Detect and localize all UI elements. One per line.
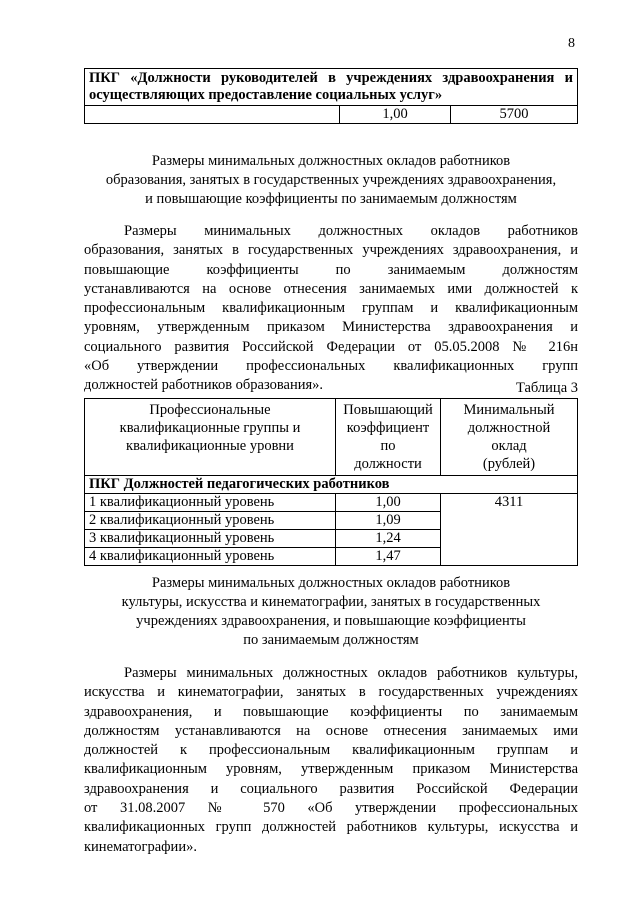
paragraph-line: квалификационных групп должностей работников культуры, искусства и [84,819,578,836]
header-line: оклад [491,438,527,454]
heading-line: и повышающие коэффициенты по занимаемым должностям [145,191,517,207]
pkg-header-line2: осуществляющих предоставление социальных услуг» [89,87,443,103]
header-line: коэффициент по [346,420,430,454]
paragraph-line: образования, занятых в государственных учреждениях здравоохранения, и [84,242,578,259]
section2-paragraph [84,664,578,857]
coef-cell: 1,00 [336,494,441,512]
paragraph-line: профессиональным квалификационным группам и квалификационным [84,300,578,317]
coef-cell: 1,09 [336,512,441,530]
level-cell: 4 квалификационный уровень [85,548,336,566]
paragraph-line: устанавливаются на основе отнесения занимаемых ими должностей к [84,280,578,297]
heading-line: Размеры минимальных должностных окладов работников [151,575,511,591]
salary-cell: 5700 [451,106,578,124]
paragraph-line: искусства и кинематографии, занятых в государственных учреждениях [84,684,578,701]
table-row [85,106,578,124]
paragraph-line: кинематографии». [84,838,197,855]
pkg-group-title: ПКГ Должностей педагогических работников [85,476,578,494]
column-header-group [85,399,336,476]
paragraph-line: должностей к профессиональным квалификационным группам и [84,742,578,759]
pedagogical-salary-table [84,398,578,566]
paragraph-line: от 31.08.2007 № 570 «Об утверждении профессиональных [84,800,578,817]
paragraph-line: «Об утверждении профессиональных квалификационных групп [84,358,578,375]
paragraph-line: должностей работников образования». [84,377,324,394]
paragraph-line: здравоохранения и социального развития Российской Федерации [84,780,578,797]
coef-cell: 1,47 [336,548,441,566]
header-line: (рублей) [482,456,536,472]
column-header-coef [336,399,441,476]
header-line: должностной [467,420,551,436]
header-line: Профессиональные [149,402,271,418]
header-line: должности [354,456,422,472]
heading-line: учреждениях здравоохранения, и повышающие коэффициенты [136,613,526,629]
header-line: квалификационные уровни [126,438,294,454]
paragraph-line: повышающие коэффициенты по занимаемым должностям [84,261,578,278]
level-cell: 3 квалификационный уровень [85,530,336,548]
salary-cell: 4311 [441,494,578,566]
heading-line: по занимаемым должностям [243,632,419,648]
level-cell [85,106,340,124]
section1-paragraph [84,222,578,396]
paragraph-line: Размеры минимальных должностных окладов работников [124,223,578,239]
pkg-managers-table [84,68,578,124]
coef-cell: 1,24 [336,530,441,548]
page-number: 8 [568,36,575,51]
paragraph-line: квалификационным уровням, утвержденным приказом Министерства [84,761,578,778]
coef-cell: 1,00 [340,106,451,124]
pkg-header-line1: ПКГ «Должности руководителей в учреждениях здравоохранения и [89,70,573,86]
heading-line: культуры, искусства и кинематографии, занятых в государственных [121,594,541,610]
paragraph-line: уровням, утвержденным приказом Министерства здравоохранения и [84,319,578,336]
heading-line: Размеры минимальных должностных окладов работников [151,153,511,169]
paragraph-line: должностям устанавливаются на основе отнесения занимаемых ими [84,722,578,739]
section2-heading [84,574,578,650]
section1-heading [84,152,578,209]
column-header-salary [441,399,578,476]
table-row [85,494,578,512]
header-line: Минимальный [463,402,555,418]
heading-line: образования, занятых в государственных учреждениях здравоохранения, [105,172,557,188]
pkg-managers-header [85,69,578,106]
paragraph-line: социального развития Российской Федерации от 05.05.2008 № 216н [84,338,578,355]
header-line: квалификационные группы и [119,420,301,436]
paragraph-line: здравоохранения, и повышающие коэффициенты по занимаемым [84,703,578,720]
header-line: Повышающий [343,402,433,418]
level-cell: 1 квалификационный уровень [85,494,336,512]
paragraph-line: Размеры минимальных должностных окладов работников культуры, [124,665,578,681]
table-caption: Таблица 3 [515,380,578,396]
level-cell: 2 квалификационный уровень [85,512,336,530]
